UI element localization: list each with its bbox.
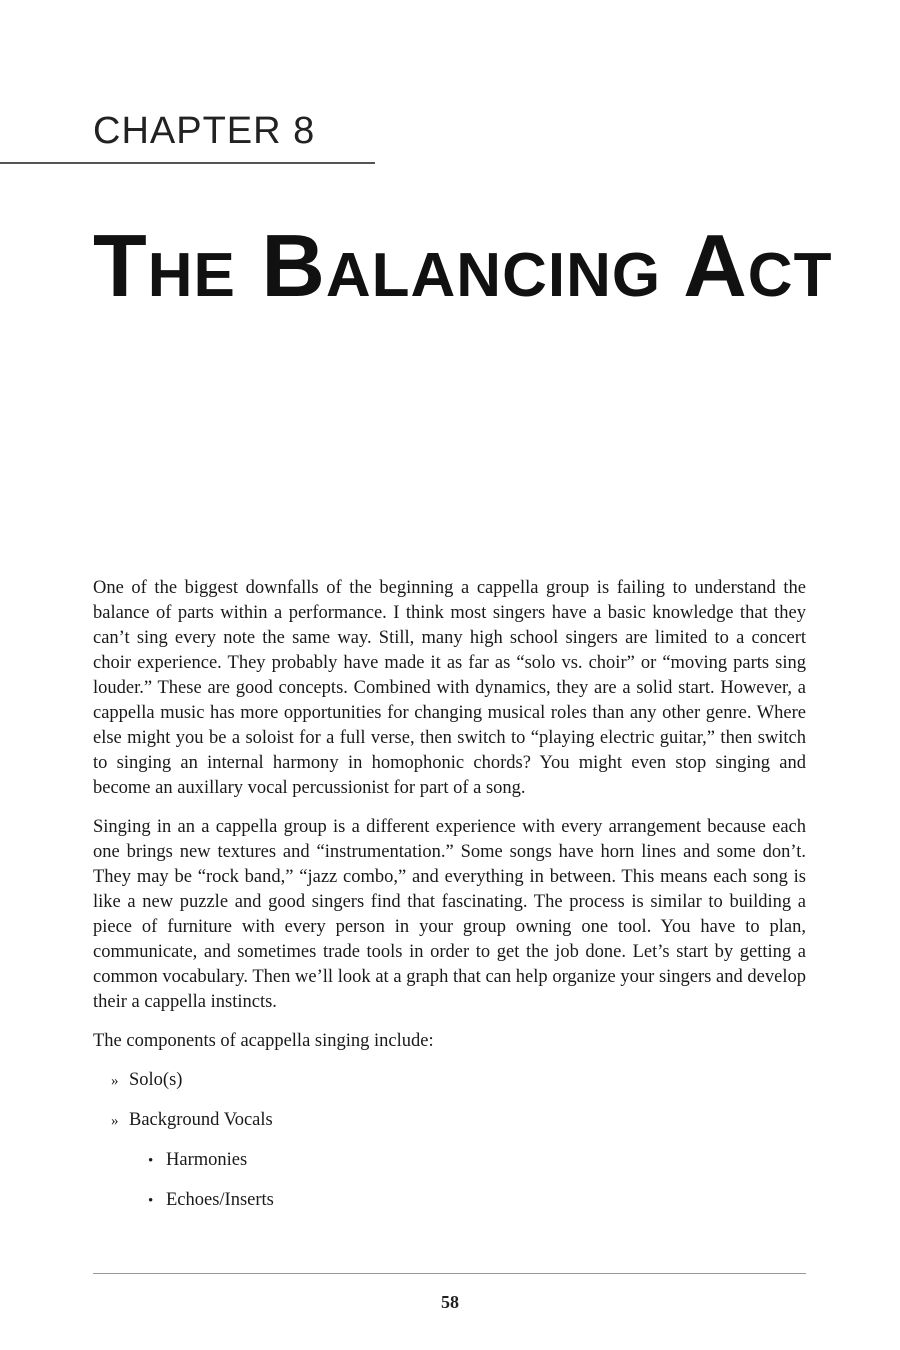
paragraph: Singing in an a cappella group is a different experience with every arrangement because each one brings new textures and “instrumentation.” Some songs have horn lines and some don’t. They may be “rock band,” “jazz combo,” and everything in between. This means each song is like a new puzzle and good singers find that fascinating. The process is similar to building a piece of furniture with every person in your group owning one tool. You have to plan, communicate, and sometimes trade tools in order to get the job done. Let’s start by getting a common vocabulary. Then we’ll look at a graph that can help organize your singers and develop their a cappella instincts.: [93, 817, 806, 1012]
list-item: [93, 1068, 806, 1094]
dot-bullet-icon: •: [148, 1193, 154, 1209]
chevron-bullet-icon: »: [111, 1113, 119, 1129]
components-list: [93, 1068, 806, 1214]
list-item-label: Solo(s): [129, 1070, 183, 1090]
page-number: 58: [441, 1292, 459, 1312]
list-item: [93, 1108, 806, 1134]
list-item-label: Background Vocals: [129, 1110, 273, 1130]
list-subitem: [93, 1148, 806, 1174]
paragraph: One of the biggest downfalls of the beginning a cappella group is failing to understand the balance of parts within a performance. I think most singers have a basic knowledge that they can’t sing every note the same way. Still, many high school singers are limited to a concert choir experience. They probably have made it as far as “solo vs. choir” or “moving parts sing louder.” These are good concepts. Combined with dynamics, they are a solid start. However, a cappella music has more opportunities for changing musical roles than any other genre. Where else might you be a soloist for a full verse, then switch to “playing electric guitar,” then switch to singing an internal harmony in homophonic chords? You might even stop singing and become an auxillary vocal percussionist for part of a song.: [93, 578, 806, 798]
footer-divider: [93, 1273, 806, 1274]
chapter-label: CHAPTER 8: [93, 110, 316, 152]
dot-bullet-icon: •: [148, 1153, 154, 1169]
body-text: [93, 576, 806, 1228]
list-item-label: Harmonies: [166, 1150, 248, 1170]
list-item-label: Echoes/Inserts: [166, 1190, 274, 1210]
list-subitem: [93, 1188, 806, 1214]
chapter-divider: [0, 162, 375, 164]
chevron-bullet-icon: »: [111, 1073, 119, 1089]
chapter-title: The Balancing Act: [93, 216, 833, 315]
paragraph: The components of acappella singing include:: [93, 1031, 434, 1051]
